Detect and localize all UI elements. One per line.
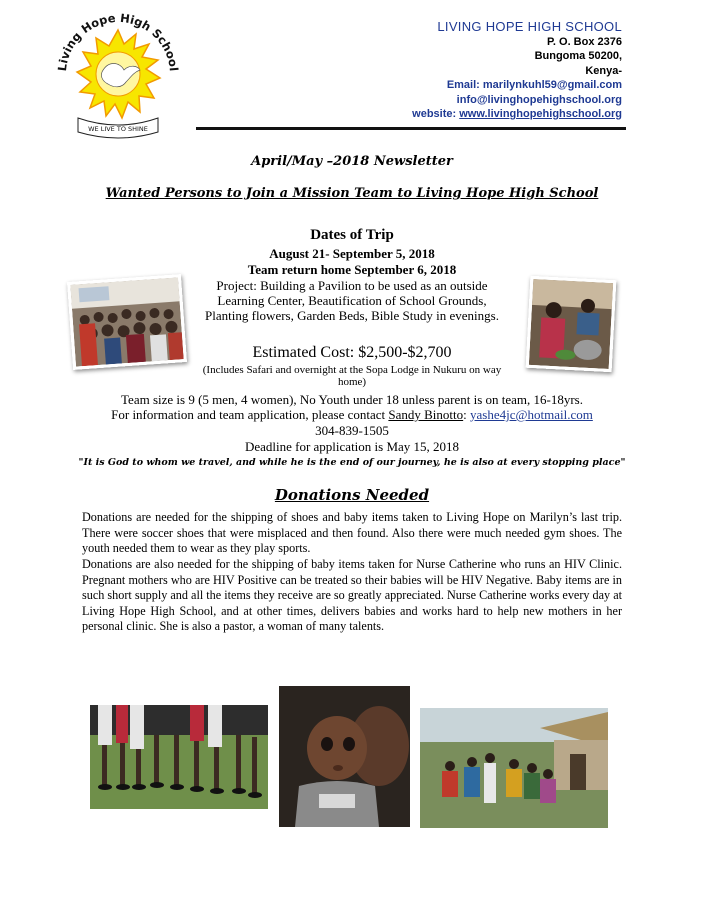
team-size: Team size is 9 (5 men, 4 women), No Youth under 18 unless parent is on team, 16-18yrs. [121,392,583,407]
country: Kenya- [585,64,622,77]
dates-title: Dates of Trip [310,227,394,243]
svg-text:Living Hope High School: Living Hope High School [55,12,181,72]
newsletter-title: April/May –2018 Newsletter [251,154,453,169]
school-contact-block [322,20,622,122]
logo-motto: WE LIVE TO SHINE [88,125,148,133]
city-postal: Bungoma 50200, [534,50,622,62]
group-photo [67,274,187,370]
website-row [322,107,622,122]
trip-includes: (Includes Safari and overnight at the Sopa Lodge in Nukuru on way home) [202,364,502,388]
trip-cost: Estimated Cost: $2,500-$2,700 [252,344,452,361]
header-divider [196,127,626,130]
quote: "It is God to whom we travel, and while he is the end of our journey, he is also at every stopping place" [78,457,626,468]
wanted-heading: Wanted Persons to Join a Mission Team to Living Hope High School [105,186,599,201]
email-info[interactable]: info@livinghopehighschool.org [456,93,622,106]
application-deadline: Deadline for application is May 15, 2018 [244,439,460,454]
baby-photo [279,686,410,827]
website-link[interactable]: www.livinghopehighschool.org [459,108,622,120]
school-name: LIVING HOPE HIGH SCHOOL [437,19,622,34]
donations-paragraph-1: Donations are needed for the shipping of shoes and baby items taken to Living Hope on Marilyn’s last trip. There were soccer shoes that were misplaced and then found. Also there were much needed gym shoes. The youth needed them to wear as they play sports. [82,510,622,555]
clinic-photo [420,708,608,828]
contact-separator: : [463,407,471,422]
soccer-shoes-photo [90,705,268,809]
contact-name: Sandy Binotto [388,407,464,422]
email-primary[interactable]: marilynkuhl59@gmail.com [482,79,622,91]
school-logo [48,12,188,140]
trip-dates: August 21- September 5, 2018 [269,246,435,261]
gardening-photo [526,276,617,372]
donations-heading: Donations Needed [274,486,430,504]
trip-return: Team return home September 6, 2018 [247,262,457,277]
contact-line [60,407,644,422]
po-box: P. O. Box 2376 [546,35,622,48]
contact-email-link[interactable]: yashe4jc@hotmail.com [470,407,593,422]
contact-phone: 304-839-1505 [315,423,389,438]
email-row [322,78,622,93]
donations-paragraph-2: Donations are also needed for the shipping of baby items taken for Nurse Catherine who runs an HIV Clinic. Pregnant mothers who are HIV Positive can be treated so their babies will be HIV Negative. Baby items are in such short supply and all the items they receive are so greatly appreciated. Nurse Catherine works every day at Living Hope High School, and at other times, delivers babies and works hard to help new mothers in her personal clinic. She is also a pastor, a woman of many talents. [82,557,622,633]
contact-prefix: For information and team application, please contact [111,407,389,422]
website-label: website: [412,108,457,120]
email-label: Email: [446,79,480,91]
trip-project: Project: Building a Pavilion to be used as an outside Learning Center, Beautification of School Grounds, Planting flowers, Garden Beds, Bible Study in evenings. [205,278,499,323]
